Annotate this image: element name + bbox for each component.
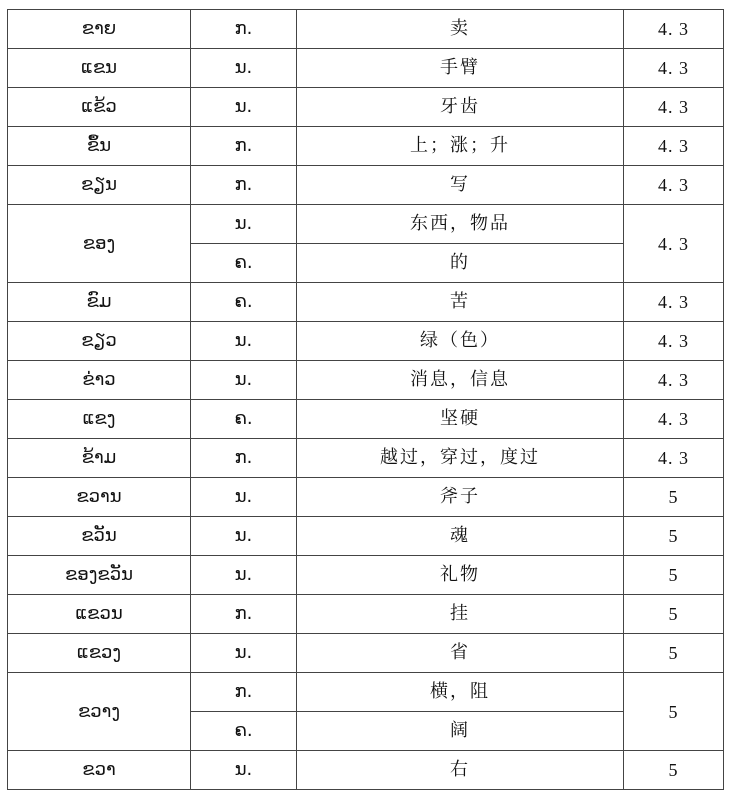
- lao-word-cell: ຂົມ: [8, 283, 191, 322]
- part-of-speech-cell: ຄ.: [191, 244, 297, 283]
- part-of-speech-cell: ກ.: [191, 127, 297, 166]
- meaning-cell: 卖: [297, 10, 624, 49]
- part-of-speech-cell: ຄ.: [191, 283, 297, 322]
- table-row: [8, 205, 724, 244]
- meaning-cell: 魂: [297, 517, 624, 556]
- lesson-number-cell: 5: [624, 595, 724, 634]
- lesson-number-cell: 4. 3: [624, 10, 724, 49]
- lao-word-cell: ຂ່າວ: [8, 361, 191, 400]
- lao-word-cell: ຂວາງ: [8, 673, 191, 751]
- lao-word-cell: ຂຽນ: [8, 166, 191, 205]
- part-of-speech-cell: ນ.: [191, 751, 297, 790]
- meaning-cell: 写: [297, 166, 624, 205]
- table-row: [8, 751, 724, 790]
- lesson-number-cell: 5: [624, 478, 724, 517]
- meaning-cell: 上；涨；升: [297, 127, 624, 166]
- lao-word-cell: ຂຶ້ນ: [8, 127, 191, 166]
- part-of-speech-cell: ນ.: [191, 49, 297, 88]
- table-row: [8, 556, 724, 595]
- part-of-speech-cell: ນ.: [191, 634, 297, 673]
- lesson-number-cell: 5: [624, 517, 724, 556]
- vocabulary-table-body: [8, 10, 724, 790]
- part-of-speech-cell: ນ.: [191, 478, 297, 517]
- lesson-number-cell: 4. 3: [624, 166, 724, 205]
- part-of-speech-cell: ນ.: [191, 205, 297, 244]
- lesson-number-cell: 4. 3: [624, 88, 724, 127]
- lao-word-cell: ແຂວນ: [8, 595, 191, 634]
- lesson-number-cell: 4. 3: [624, 400, 724, 439]
- lao-word-cell: ຂອງ: [8, 205, 191, 283]
- meaning-cell: 横，阻: [297, 673, 624, 712]
- lesson-number-cell: 5: [624, 634, 724, 673]
- lao-word-cell: ແຂ້ວ: [8, 88, 191, 127]
- lao-word-cell: ແຂງ: [8, 400, 191, 439]
- table-row: [8, 595, 724, 634]
- lao-word-cell: ແຂວງ: [8, 634, 191, 673]
- lao-word-cell: ຂ້າມ: [8, 439, 191, 478]
- part-of-speech-cell: ກ.: [191, 10, 297, 49]
- lao-word-cell: ແຂນ: [8, 49, 191, 88]
- part-of-speech-cell: ຄ.: [191, 400, 297, 439]
- part-of-speech-cell: ກ.: [191, 439, 297, 478]
- meaning-cell: 牙齿: [297, 88, 624, 127]
- part-of-speech-cell: ນ.: [191, 556, 297, 595]
- part-of-speech-cell: ນ.: [191, 88, 297, 127]
- lao-word-cell: ຂວັນ: [8, 517, 191, 556]
- table-row: [8, 517, 724, 556]
- lao-word-cell: ຂວານ: [8, 478, 191, 517]
- table-row: [8, 634, 724, 673]
- lao-word-cell: ຂາຍ: [8, 10, 191, 49]
- meaning-cell: 越过，穿过，度过: [297, 439, 624, 478]
- table-row: [8, 49, 724, 88]
- meaning-cell: 的: [297, 244, 624, 283]
- table-row: [8, 439, 724, 478]
- table-row: [8, 400, 724, 439]
- table-row: [8, 88, 724, 127]
- meaning-cell: 东西，物品: [297, 205, 624, 244]
- vocabulary-table: [7, 9, 724, 790]
- meaning-cell: 阔: [297, 712, 624, 751]
- lesson-number-cell: 4. 3: [624, 439, 724, 478]
- meaning-cell: 坚硬: [297, 400, 624, 439]
- meaning-cell: 消息，信息: [297, 361, 624, 400]
- part-of-speech-cell: ກ.: [191, 673, 297, 712]
- part-of-speech-cell: ນ.: [191, 517, 297, 556]
- lesson-number-cell: 4. 3: [624, 322, 724, 361]
- lesson-number-cell: 4. 3: [624, 361, 724, 400]
- lao-word-cell: ຂຽວ: [8, 322, 191, 361]
- meaning-cell: 挂: [297, 595, 624, 634]
- part-of-speech-cell: ກ.: [191, 166, 297, 205]
- lao-word-cell: ຂອງຂວັນ: [8, 556, 191, 595]
- lesson-number-cell: 4. 3: [624, 49, 724, 88]
- meaning-cell: 礼物: [297, 556, 624, 595]
- lesson-number-cell: 5: [624, 751, 724, 790]
- meaning-cell: 苦: [297, 283, 624, 322]
- meaning-cell: 绿（色）: [297, 322, 624, 361]
- table-row: [8, 10, 724, 49]
- part-of-speech-cell: ກ.: [191, 595, 297, 634]
- lesson-number-cell: 4. 3: [624, 205, 724, 283]
- lao-word-cell: ຂວາ: [8, 751, 191, 790]
- lesson-number-cell: 4. 3: [624, 283, 724, 322]
- lesson-number-cell: 5: [624, 673, 724, 751]
- part-of-speech-cell: ນ.: [191, 361, 297, 400]
- table-row: [8, 478, 724, 517]
- table-row: [8, 361, 724, 400]
- meaning-cell: 右: [297, 751, 624, 790]
- lesson-number-cell: 4. 3: [624, 127, 724, 166]
- table-row: [8, 673, 724, 712]
- meaning-cell: 手臂: [297, 49, 624, 88]
- table-row: [8, 127, 724, 166]
- meaning-cell: 斧子: [297, 478, 624, 517]
- lesson-number-cell: 5: [624, 556, 724, 595]
- meaning-cell: 省: [297, 634, 624, 673]
- table-row: [8, 322, 724, 361]
- table-row: [8, 283, 724, 322]
- part-of-speech-cell: ຄ.: [191, 712, 297, 751]
- table-row: [8, 166, 724, 205]
- part-of-speech-cell: ນ.: [191, 322, 297, 361]
